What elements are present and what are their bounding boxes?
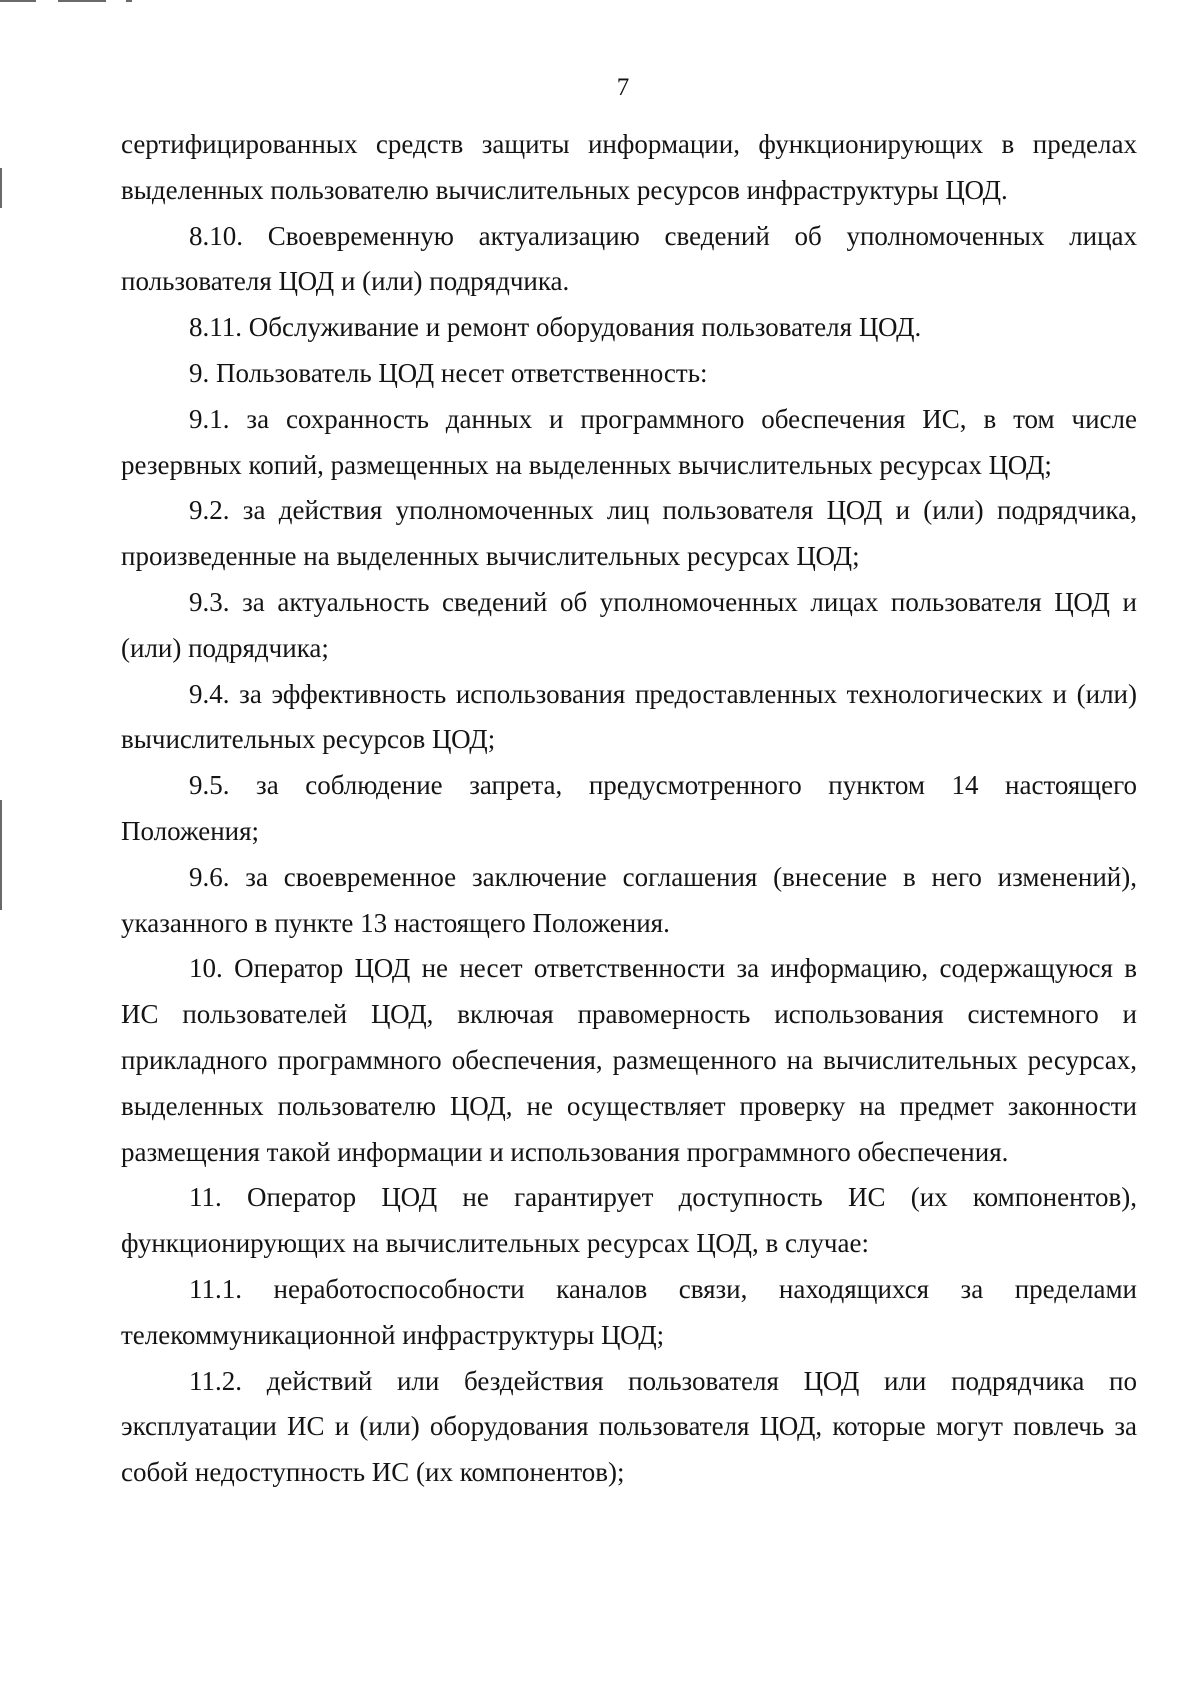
paragraph-9: 9. Пользователь ЦОД несет ответственность: (189, 357, 708, 388)
scan-artifact-top-2 (58, 0, 106, 2)
paragraph-8-11: 8.11. Обслуживание и ремонт оборудования пользователя ЦОД. (189, 312, 922, 343)
paragraph-11: 11. Оператор ЦОД не гарантирует доступность ИС (их компонентов), функционирующих на вычислительных ресурсах ЦОД, в случае: (121, 1182, 1137, 1259)
paragraph-8-9-continuation: сертифицированных средств защиты информации, функционирующих в пределах выделенных пользователю вычислительных ресурсов инфраструктуры ЦОД. (121, 129, 1137, 205)
page-number: 7 (616, 74, 630, 101)
paragraph-9-4: 9.4. за эффективность использования предоставленных технологических и (или) вычислительных ресурсов ЦОД; (121, 678, 1137, 755)
scan-artifact-left-2 (0, 800, 2, 910)
paragraph-11-1: 11.1. неработоспособности каналов связи, находящихся за пределами телекоммуникационной инфраструктуры ЦОД; (121, 1273, 1137, 1350)
paragraph-10: 10. Оператор ЦОД не несет ответственности за информацию, содержащуюся в ИС пользователей ЦОД, включая правомерность использования системного и прикладного программного обеспечения, размещенного на вычислительных ресурсах, выделенных пользователю ЦОД, не осуществляет проверку на предмет законности размещения такой информации и использования программного обеспечения. (121, 953, 1137, 1167)
paragraph-9-6: 9.6. за своевременное заключение соглашения (внесение в него изменений), указанного в пункте 13 настоящего Положения. (121, 861, 1137, 938)
paragraph-8-10: 8.10. Своевременную актуализацию сведений об уполномоченных лицах пользователя ЦОД и (или) подрядчика. (121, 220, 1137, 297)
scan-artifact-top-1 (0, 0, 36, 2)
paragraph-11-2: 11.2. действий или бездействия пользователя ЦОД или подрядчика по эксплуатации ИС и (или) оборудования пользователя ЦОД, которые могут повлечь за собой недоступность ИС (их компонентов); (121, 1365, 1137, 1488)
document-body (121, 122, 1137, 1496)
paragraph-9-1: 9.1. за сохранность данных и программного обеспечения ИС, в том числе резервных копий, размещенных на выделенных вычислительных ресурсах ЦОД; (121, 403, 1137, 480)
scan-artifact-top-3 (126, 0, 132, 2)
paragraph-9-5: 9.5. за соблюдение запрета, предусмотренного пунктом 14 настоящего Положения; (121, 770, 1137, 846)
scan-artifact-left-1 (0, 168, 2, 208)
paragraph-9-3: 9.3. за актуальность сведений об уполномоченных лицах пользователя ЦОД и (или) подрядчика; (121, 586, 1137, 663)
paragraph-9-2: 9.2. за действия уполномоченных лиц пользователя ЦОД и (или) подрядчика, произведенные на выделенных вычислительных ресурсах ЦОД; (121, 495, 1137, 572)
